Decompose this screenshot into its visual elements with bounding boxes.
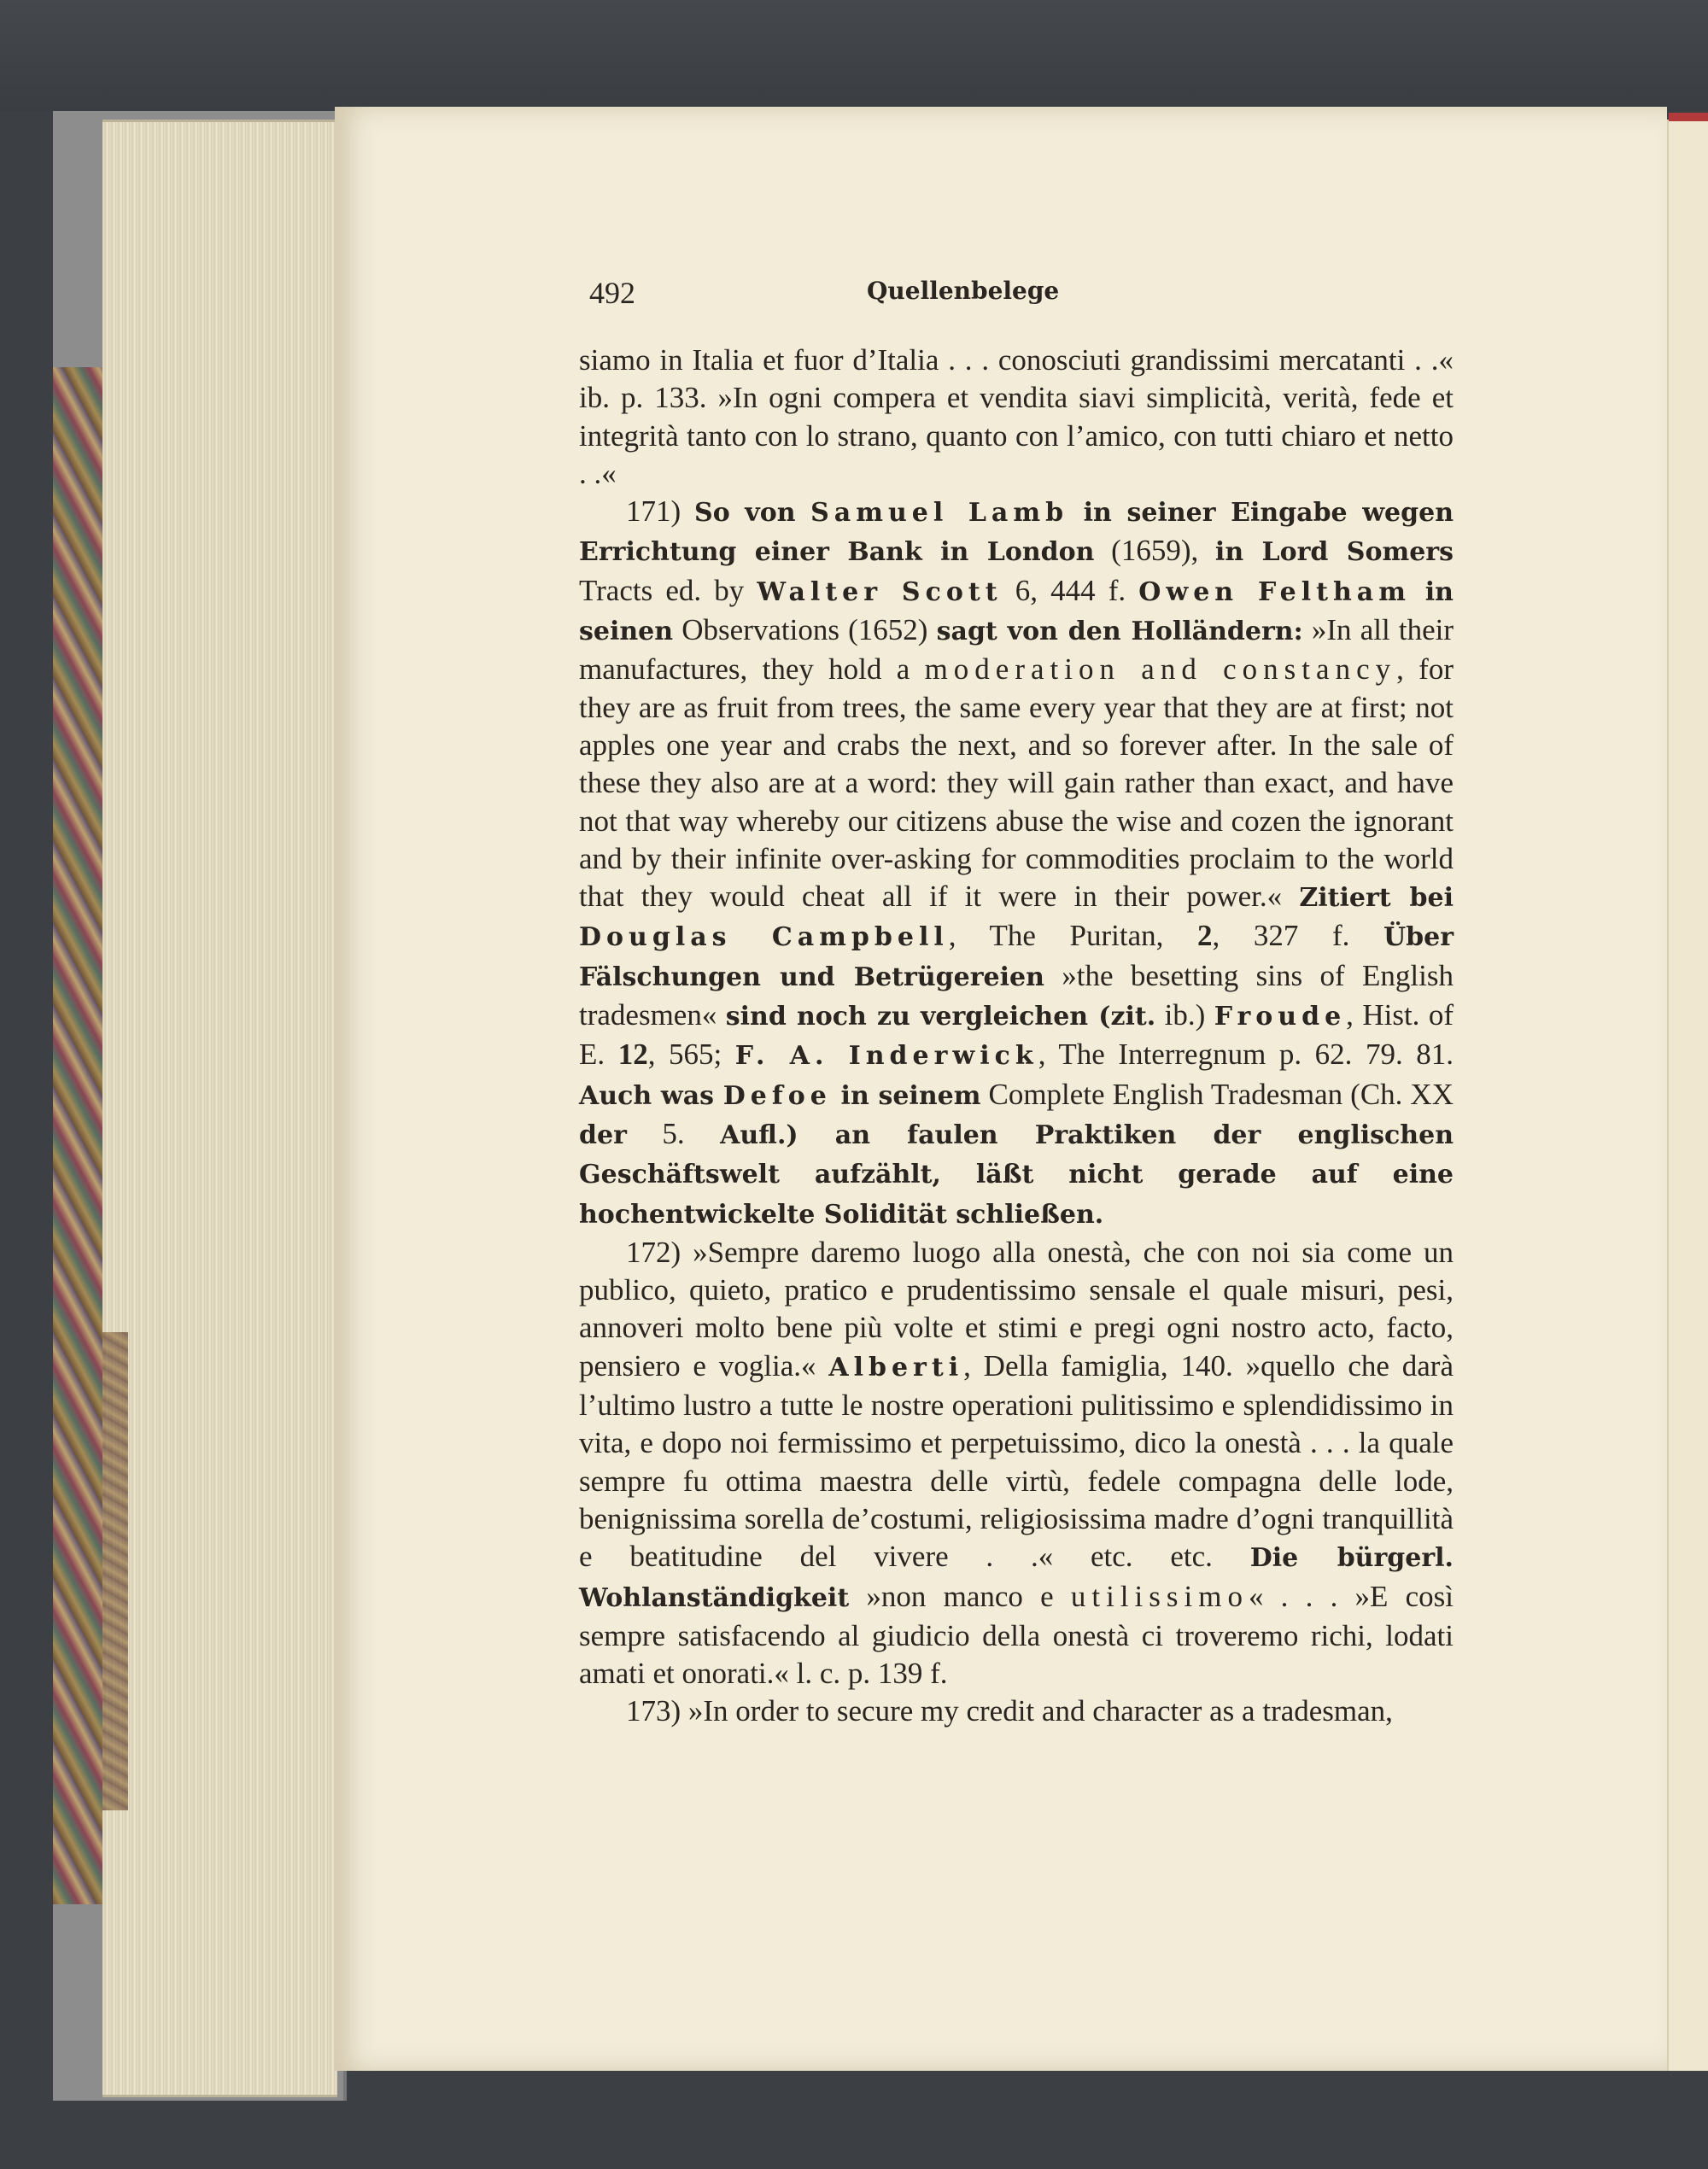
text-run: der — [579, 1120, 627, 1150]
page-block-edges — [102, 120, 337, 2097]
text-run: (1659), — [1094, 534, 1215, 568]
text-run: , 327 f. — [1212, 919, 1383, 953]
text-run: , 565; — [647, 1038, 735, 1072]
text-run: Walter Scott — [757, 576, 1003, 607]
text-run: 2 — [1196, 919, 1213, 953]
page-number: 492 — [589, 276, 635, 310]
text-run: Douglas Campbell — [579, 922, 949, 953]
text-run: in Lord Somers — [1214, 537, 1454, 568]
text-run: moderation and constancy — [924, 652, 1397, 687]
text-run: Zitiert bei — [1299, 883, 1454, 914]
text-run: Defoe — [722, 1080, 832, 1111]
text-run: 12 — [617, 1038, 648, 1072]
body-text — [579, 342, 1454, 1731]
text-run: Observations (1652) — [673, 613, 937, 647]
text-run: utilissimo — [1070, 1579, 1249, 1613]
text-run: Froude — [1214, 1002, 1347, 1032]
desk-background — [0, 0, 1708, 111]
text-run: , The Interregnum p. 62. 79. 81. — [1038, 1038, 1454, 1072]
text-run: »In all their manufactures, they hold a — [579, 613, 1454, 687]
text-run: Die bürgerl. Wohlanständigkeit — [579, 1543, 1454, 1613]
text-run: sind noch zu vergleichen (zit. — [725, 1002, 1156, 1032]
paragraph-172 — [579, 1234, 1454, 1693]
text-run: , Hist. of E. — [579, 998, 1454, 1072]
text-run: « . . . »E così sempre satisfacendo al giudicio della onestà ci troveremo richi, lodati amati et onorati.« l. c. p. 139 f. — [579, 1579, 1454, 1691]
paragraph-continuation — [579, 342, 1454, 493]
text-run: in seinen — [579, 576, 1454, 647]
text-run: 171) — [626, 494, 695, 529]
spine-marbling — [102, 1332, 128, 1810]
text-run: , for they are as fruit from trees, the same every year that they are at first; not apples one year and crabs the next, and so forever after. In the sale of these they also are at a word: they will gain rather than exact, and have not that way whereby our citizens abuse the wise and cozen the ignorant and by their infinite over-asking for commodities proclaim to the world that they would cheat all if it were in their power.« — [579, 652, 1454, 914]
text-run: Owen Feltham — [1138, 576, 1411, 607]
text-run: , Della famiglia, 140. »quello che darà l’ultimo lustro a tutte le nostre operationi pulitissimo e splendidissimo in vita, e dopo noi fermissimo et perpetuissimo, dico la onestà . . . la quale sempre fu ottima maestra delle virtù, fedele compagna delle lode, benignissima sorella de’costumi, religiosissima madre d’ogni tranquillità e beatitudine del vivere . .« etc. etc. — [579, 1348, 1454, 1574]
text-run: 5. — [626, 1116, 721, 1150]
text-run: »the besetting sins of English tradesmen« — [579, 958, 1454, 1032]
text-run: ib.) — [1155, 998, 1214, 1032]
text-run: siamo in Italia et fuor d’Italia . . . conosciuti grandissimi mercatanti . .« ib. p. 133. »In ogni compera et vendita siavi simplicità, verità, fede et integrità tanto con lo strano, quanto con l’amico, con tutti chiaro et netto . .« — [579, 343, 1454, 490]
text-run: , The Puritan, — [948, 919, 1197, 953]
text-run: in seiner Eingabe wegen Errichtung einer Bank in London — [579, 498, 1454, 568]
text-run: Samuel Lamb — [810, 498, 1069, 529]
text-run: 172) »Sempre daremo luogo alla onestà, che con noi sia come un publico, quieto, pratico e prudentissimo sensale el quale misuri, pesi, annoveri molto bene più volte et stimi e pregi ogni nostro acto, facto, pensiero e voglia.« — [579, 1235, 1454, 1383]
facing-page-edge — [1667, 120, 1708, 2071]
text-run: So von — [694, 498, 811, 529]
text-run: 173) »In order to secure my credit and character as a tradesman, — [626, 1694, 1393, 1728]
text-run: Über Fälschungen und Betrügereien — [579, 922, 1454, 992]
text-run: Tracts ed. by — [579, 573, 757, 607]
paragraph-173 — [579, 1693, 1454, 1730]
text-run: Complete English Tradesman (Ch. XX — [980, 1077, 1454, 1111]
text-run: in seinem — [831, 1080, 981, 1111]
running-head: Quellenbelege — [867, 277, 1060, 305]
text-run: Aufl.) an faulen Praktiken der englischen Geschäftswelt aufzählt, läßt nicht gerade auf eine hochentwickelte Solidität schließen. — [579, 1120, 1454, 1230]
text-run: »non manco e — [849, 1579, 1071, 1613]
paragraph-171 — [579, 493, 1454, 1234]
text-run: 6, 444 f. — [1002, 573, 1139, 607]
text-run: sagt von den Holländern: — [936, 617, 1303, 647]
text-run: Alberti — [828, 1352, 964, 1383]
red-page-edge — [1669, 113, 1708, 121]
text-run: F. A. Inderwick — [734, 1041, 1038, 1072]
page-header — [589, 275, 1443, 326]
text-run: Auch was — [579, 1080, 723, 1111]
